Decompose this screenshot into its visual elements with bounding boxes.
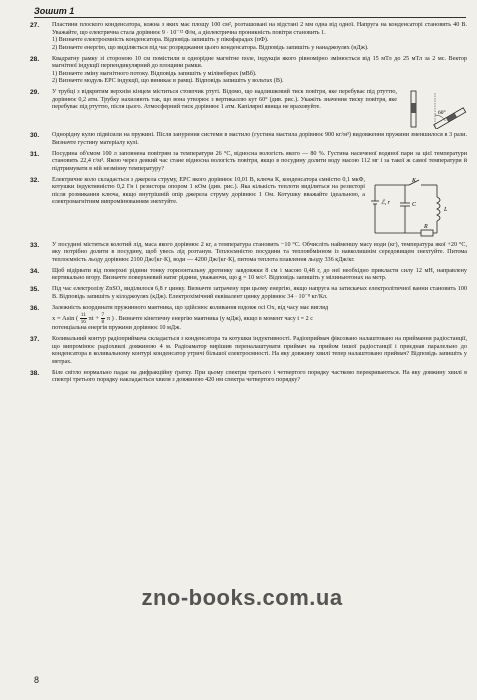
problem-question: 1) Визначте електроємність конденсатора. Відповідь запишіть у пікофарадах (пФ). [52,37,269,44]
problem-31 [30,151,467,174]
formula-after: . Визначте кінетичну енергію маятника (у мДж), якщо в момент часу t = 2 с [115,316,313,323]
problem-text: У посудині міститься колотий лід, маса якого дорівнює 2 кг, а температура становить −10 °С. Обчисліть найменшу масу води (кг), температура якої +20 °С, яку потрібно долити в посудину, щоб увесь лід розтанув. Теплоємністю посудини та тепловбмінном із навколишнім середовищем знехтуйте. Питома теплоємність льоду дорівнює 2100 Дж/(кг·К), води — 4200 Дж/(кг·К), питома теплота плавлення льоду 336 кДж/кг. [52,241,467,264]
circuit-figure [369,177,467,239]
problem-question: 1) Визначте зміну магнітного потоку. Відповідь запишіть у мілівеберах (мВб). [52,70,257,77]
problem-number: 38. [30,369,40,377]
formula-fraction: $\frac{11}{16}$ [80,312,86,326]
problem-number: 29. [30,89,40,97]
problem-text: Під час електролізу ZnSO₄ виділилося 6,8 г цинку. Визначте затрачену при цьому енергію, якщо напруга на затискачах електролітичної ванни становить 100 В. Відповідь запишіть у кілоджоулях (кДж). Електрохімічний еквівалент цинку дорівнює 34 · 10⁻⁸ кг/Кл. [52,286,467,300]
formula-suffix: π [106,315,111,323]
problem-text: Залежність координати пружинного маятника, що здійснює коливання вздовж осі Ox, від часу має вигляд [52,304,329,311]
problem-text: Квадратну рамку зі стороною 10 см помістили в однорідне магнітне поле, індукція якого рівномірно змінюється від 15 мТл до 25 мТл за 2 мс. Вектор магнітної індукції перпендикулярний до площини рамки. [52,55,467,70]
angle-label: 60° [438,110,446,117]
resistor-label: R [424,223,428,230]
watermark: zno-books.com.ua [141,585,343,610]
problem-number: 33. [30,241,40,249]
formula-line: x = Asin ( $\frac{11}{16}$ πt + $\frac{7}{8}$ π ) . Визначте кінетичну енергію маятника (у мДж), якщо в момент часу t = 2 с [52,312,313,326]
problem-text: Однорідну кулю підвісили на пружині. Після занурення системи в мастило (густина мастила дорівнює 900 кг/м³) видовження пружини зменшилося в 3 рази. Визначте густину матеріалу кулі. [52,132,467,146]
formula-prefix: x = Asin [52,315,75,323]
tilted-tube-figure [401,89,467,129]
problem-text: Посудина об'ємом 100 л заповнена повітрям за температури 26 °С, відносна вологість якого — 80 %. Густина насиченої водяної пари за цієї температури становить 22,4 г/м³. Якою через деякий час стане відносна вологість повітря, якщо в посудину долити воду масою 112 мг і за такої ж самої температури й підтримувати в ній незмінну температуру? [52,150,467,172]
problem-number: 28. [30,55,40,63]
problem-number: 34. [30,267,40,275]
problem-text: Щоб відірвати від поверхні рідини тонку горизонтальну дротинку завдовжки 8 см і масою 0,48 г, до неї необхідно прикласти силу 12 мН, направлену вертикально вгору. Визначте поверхневий натяг рідини, уважаючи, що g = 10 м/с². Відповідь запишіть у мілиньютонах на метр. [52,267,467,282]
problem-text: Коливальний контур радіоприймача складається з конденсатора та котушки індуктивності. Радіоприймач фіксовано налаштовано на приймання радіостанції, що випромінює радіохвилі довжиною 4 м. Радіоаматор вирішив переналаштувати приймач на прийом іншої радіостанції і приєднав паралельно до конденсатора в коливальному контурі конденсатор утричі більшої електроємності. На яку довжину хвилі тепер налаштовано приймач? Відповідь запишіть у метрах. [52,335,467,365]
problem-text: потенціальна енергія пружини дорівнює 10 мДж. [52,325,181,332]
header-title: Зошит 1 [34,5,466,18]
problem-number: 31. [30,150,40,158]
problem-number: 30. [30,132,40,140]
problem-text: Електричне коло складається з джерела струму, ЕРС якого дорівнює 10,01 В, ключа К, конденсатора ємністю 0,1 мкФ, котушки індуктивністю 0,2 Гн і резистора опором 1 кОм (див. рис.). Яка кількість теплоти виділиться на резисторі після розмикання ключа, якщо внутрішній опір джерела струму дорівнює 1 Ом. Котушку вважайте ідеальною, а електромагнітним випромінюванням знехтуйте. [52,176,365,206]
problem-text: Пластини плоского конденсатора, кожна з яких має площу 100 см², розташовані на відстані 2 мм одна від одної. Напруга на конденсаторі становить 40 В. Уважайте, що електрична стала дорівнює 9 · 10⁻¹² Ф/м, а діелектрична проникність повітря становить 1. [52,22,467,36]
problem-number: 36. [30,304,40,312]
problem-28 [30,56,467,86]
problem-text: Біле світло нормально падає на дифракційну ґратку. При цьому спектри третього і четвертого порядку частково перекриваються. На яку довжину хвилі в спектрі третього порядку накладається хвиля з довжиною 420 нм спектра четвертого порядку? [52,369,467,384]
capacitor-label: C [412,201,417,208]
problem-38 [30,370,467,385]
formula-mid: πt + [88,315,99,323]
problem-30 [30,132,467,147]
problem-text: У трубці з відкритим верхнім кінцем міститься стовпчик ртуті. Відомо, що надлишковий тиск повітря, яке перебуває під ртуттю, дорівнює 0,2 атм. Трубку нахиляють так, що вона утворює з вертикаллю кут 60° (див. рис.). Укажіть значення тиску повітря, яке перебуває під ртуттю, після цього. Атмосферний тиск дорівнює 1 атм. Капілярні явища не враховуйте. [52,89,397,111]
formula-fraction: $\frac{7}{8}$ [101,312,105,326]
problem-number: 27. [30,22,40,29]
problem-34 [30,268,467,283]
problem-37 [30,336,467,366]
problem-29 [30,89,467,129]
emf-label: ℰ, r [381,199,390,206]
page-number: 8 [34,675,40,685]
problem-question: 2) Визначте енергію, що виділяється під час розряджання цього конденсатора. Відповідь запишіть у нанаджоулях (нДж). [52,44,369,51]
problem-number: 37. [30,335,40,343]
problem-question: 2) Визначте модуль ЕРС індукції, що виникає в рамці. Відповідь запишіть у вольтах (В). [52,78,284,85]
problem-number: 35. [30,286,40,294]
key-label: K [412,177,417,184]
problem-33 [30,242,467,265]
problem-27 [30,22,467,52]
problem-number: 32. [30,176,40,184]
problem-35 [30,286,467,301]
inductor-label: L [444,206,448,213]
problem-36 [30,305,467,333]
problem-32 [30,177,467,239]
problem-list [30,22,467,388]
